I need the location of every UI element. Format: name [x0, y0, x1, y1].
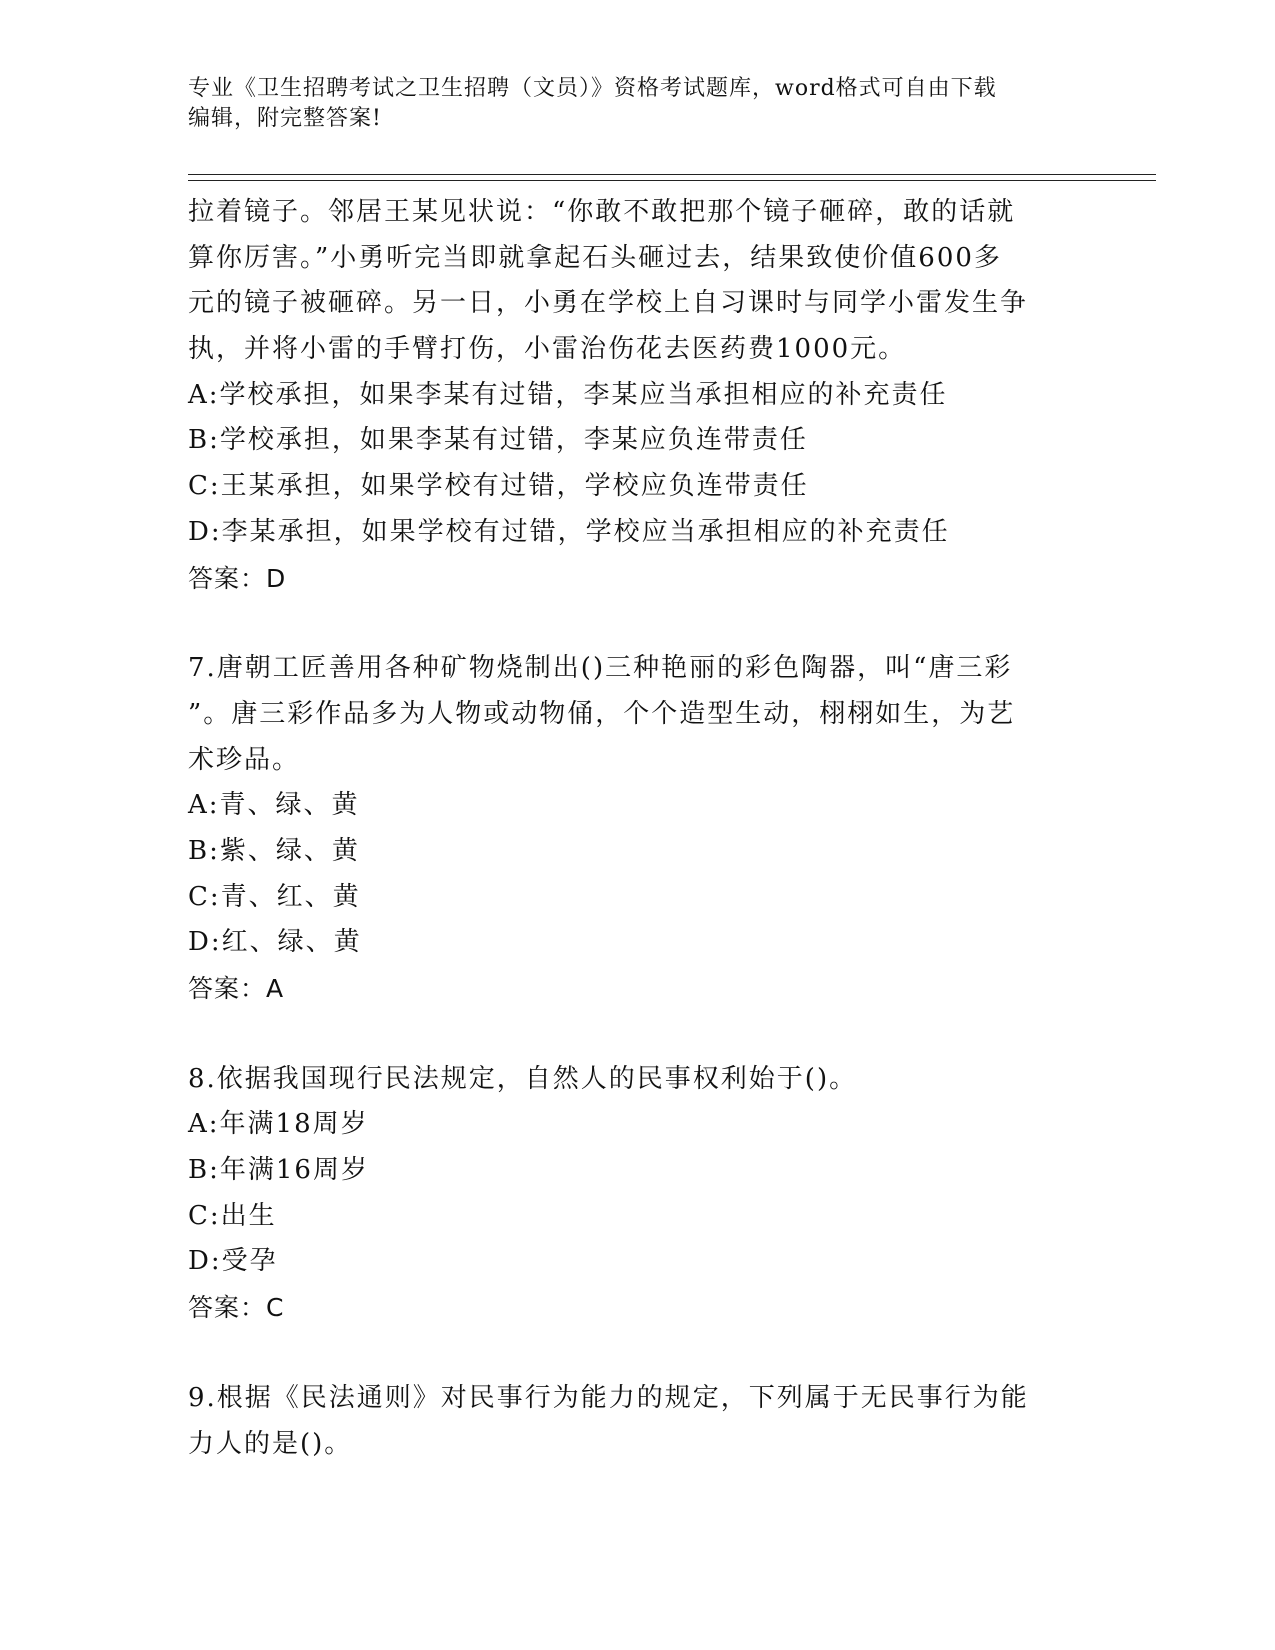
question-stem-line: 术珍品。	[188, 744, 301, 775]
question-stem-line: 拉着镜子。邻居王某见状说：“你敢不敢把那个镜子砸碎，敢的话就	[188, 197, 1016, 227]
question-stem-line: 8.依据我国现行民法规定，自然人的民事权利始于()。	[188, 1063, 858, 1094]
question-8	[188, 1057, 1088, 1331]
option-c: C:王某承担，如果学校有过错，学校应负连带责任	[188, 471, 809, 502]
document-header	[188, 74, 1088, 134]
header-divider-top	[188, 174, 1156, 175]
question-stem-line: 元的镜子被砸碎。另一日，小勇在学校上自习课时与同学小雷发生争	[188, 288, 1029, 319]
question-stem-line: 执，并将小雷的手臂打伤，小雷治伤花去医药费1000元。	[188, 334, 907, 365]
option-d: D:红、绿、黄	[188, 927, 362, 958]
question-stem-line: 9.根据《民法通则》对民事行为能力的规定，下列属于无民事行为能	[188, 1382, 1029, 1413]
option-c: C:青、红、黄	[188, 881, 361, 912]
spacer	[188, 1331, 1088, 1376]
question-stem-line: ”。唐三彩作品多为人物或动物俑，个个造型生动，栩栩如生，为艺	[188, 698, 1016, 729]
spacer	[188, 601, 1088, 646]
option-d: D:受孕	[188, 1246, 278, 1277]
option-b: B:紫、绿、黄	[188, 835, 360, 866]
question-stem-line: 力人的是()。	[188, 1428, 353, 1459]
option-d: D:李某承担，如果学校有过错，学校应当承担相应的补充责任	[188, 516, 950, 547]
header-line-2: 编辑，附完整答案!	[188, 106, 382, 131]
question-content	[188, 190, 1088, 1467]
header-line-1: 专业《卫生招聘考试之卫生招聘（文员）》资格考试题库，word格式可自由下载	[188, 76, 997, 101]
option-b: B:年满16周岁	[188, 1155, 369, 1186]
option-a: A:年满18周岁	[188, 1109, 369, 1140]
question-9	[188, 1376, 1088, 1467]
answer-label: 答案：C	[188, 1293, 285, 1323]
answer-label: 答案：A	[188, 974, 285, 1003]
option-a: A:学校承担，如果李某有过错，李某应当承担相应的补充责任	[188, 379, 948, 410]
question-6	[188, 190, 1088, 601]
option-c: C:出生	[188, 1200, 277, 1231]
question-stem-line: 算你厉害。”小勇听完当即就拿起石头砸过去，结果致使价值600多	[188, 242, 1002, 273]
answer-label: 答案：D	[188, 563, 287, 593]
header-divider-bottom	[188, 180, 1156, 181]
question-7	[188, 646, 1088, 1012]
question-stem-line: 7.唐朝工匠善用各种矿物烧制出()三种艳丽的彩色陶器，叫“唐三彩	[188, 653, 1013, 684]
spacer	[188, 1012, 1088, 1057]
option-a: A:青、绿、黄	[188, 790, 360, 821]
option-b: B:学校承担，如果李某有过错，李某应负连带责任	[188, 425, 808, 456]
